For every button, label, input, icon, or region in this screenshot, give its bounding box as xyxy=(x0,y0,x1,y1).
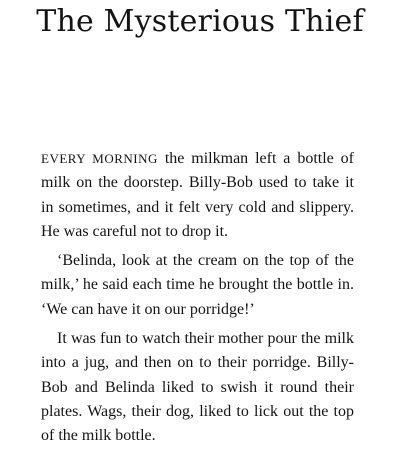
paragraph-2: ‘Belinda, look at the cream on the top of the milk,’ he said each time he brought the bottle in. ‘We can have it on our porridge!’ xyxy=(41,252,354,318)
paragraph-1 xyxy=(41,147,354,244)
chapter-title: The Mysterious Thief xyxy=(36,4,364,39)
lead-in-small-caps: EVERY MORNING xyxy=(41,151,158,166)
story-text xyxy=(41,147,354,454)
paragraph-1-text: the milkman left a bottle of milk on the doorstep. Billy-Bob used to take it in sometimes, and it felt very cold and slippery. He was careful not to drop it. xyxy=(41,150,354,240)
paragraph-3: It was fun to watch their mother pour the milk into a jug, and then on to their porridge. Billy-Bob and Belinda liked to swish it round their plates. Wags, their dog, liked to lick out the top of the milk bottle. xyxy=(41,330,354,445)
